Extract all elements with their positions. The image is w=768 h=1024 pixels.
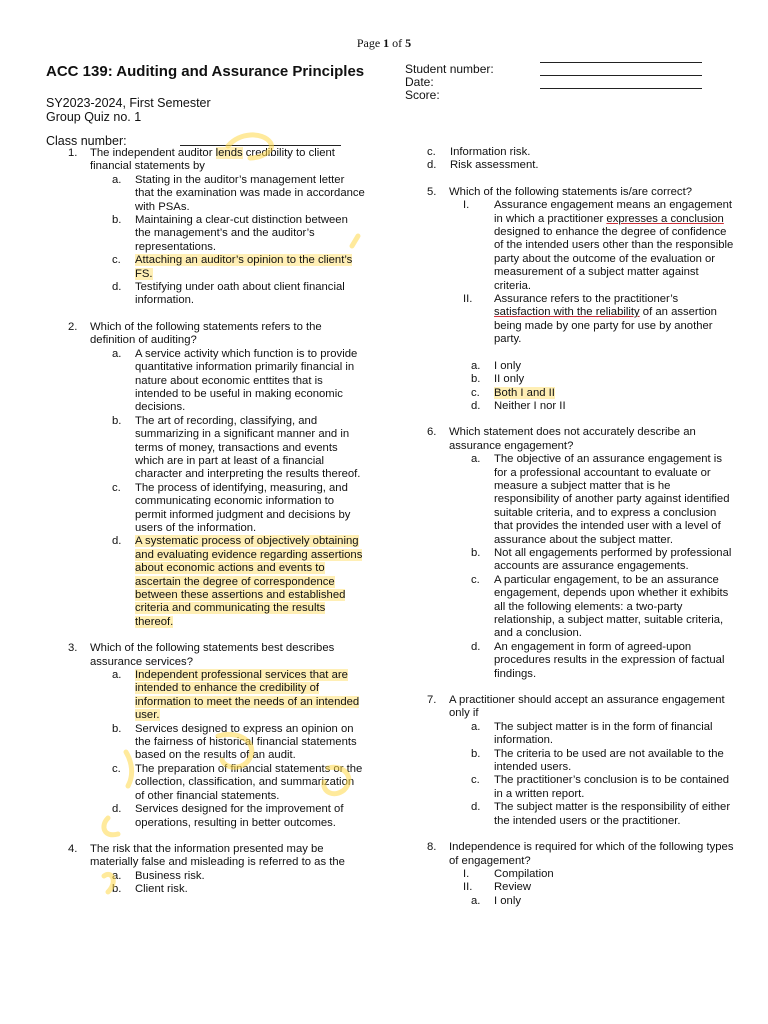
option-c: c. Both I and II	[471, 386, 555, 399]
question-4: 4. The risk that the information presented may be materially false and misleading is referred to as the a. Business risk. b. Client risk.	[46, 843, 366, 897]
option-b: b. Client risk.	[112, 883, 188, 896]
question-7: 7. A practitioner should accept an assurance engagement only if a. The subject matter is in the form of financial information. b. The criteria to be used are not available to the intended users. c. The practitioner’s conclusion is to be contained in a written report. d. The subject matter is the responsibility of either the intended users or the practitioner.	[405, 694, 735, 828]
option-c: c. Attaching an auditor’s opinion to the client’s FS.	[112, 254, 353, 280]
page-number: Page 1 of 5	[356, 36, 412, 50]
option-a: a. The objective of an assurance engagement is for a professional accountant to evaluate or measure a subject matter that is he responsibility of another party against identified suitable criteria, and to express a conclusion that provides the intended user with a level of assurance about the subject matter.	[471, 453, 730, 546]
option-d: d. Risk assessment.	[427, 159, 539, 172]
option-c: c. A particular engagement, to be an assurance engagement, depends upon whether it exhibits all the following elements: a two-party relationship, a subject matter, suitable criteria, and a conclusion.	[471, 573, 729, 640]
option-c: c. The process of identifying, measuring, and communicating economic information to permit informed judgment and decisions by users of the information.	[112, 481, 351, 534]
option-a: a. I only	[471, 894, 522, 907]
option-a: a. Stating in the auditor’s management letter that the examination was made in accordance with PSAs.	[112, 173, 365, 213]
date-label: Date:	[405, 75, 434, 89]
option-a: a. Independent professional services that are intended to enhance the credibility of information to meet the needs of an intended user.	[112, 669, 360, 722]
statement-ii: II. Review	[463, 881, 532, 894]
term: SY2023-2024, First Semester	[46, 96, 211, 110]
question-text: Which of the following statements best describes assurance services?	[90, 642, 335, 668]
student-number-label: Student number:	[405, 62, 494, 76]
question-8: 8. Independence is required for which of the following types of engagement? I. Compilation II. Review a. I only	[427, 841, 734, 907]
left-column	[46, 134, 366, 910]
right-column	[405, 146, 735, 921]
question-6: 6. Which statement does not accurately describe an assurance engagement? a. The objective of an assurance engagement is for a professional accountant to evaluate or measure a subject matter that is he responsibility of another party against identified suitable criteria, and to express a conclusion that provides the intended user with a level of assurance about the subject matter. b. Not all engagements performed by professional accounts are assurance engagements. c. A particular engagement, to be an assurance engagement, depends upon whether it exhibits all the following elements: a two-party relationship, a subject matter, suitable criteria, and a conclusion. d. An engagement in form of agreed-upon procedures results in the expression of factual findings.	[405, 426, 735, 681]
score-field[interactable]	[540, 88, 702, 89]
option-d: d. A systematic process of objectively obtaining and evaluating evidence regarding assertions about economic actions and events to ascertain the degree of correspondence between these assertions and established criteria and communicating the results thereof.	[112, 535, 363, 628]
option-c: c. The practitioner’s conclusion is to be contained in a written report.	[471, 774, 730, 800]
question-text: Independence is required for which of the following types of engagement?	[449, 841, 734, 867]
option-a: a. The subject matter is in the form of financial information.	[471, 720, 713, 747]
question-text: Which of the following statements refers to the definition of auditing?	[90, 320, 322, 347]
option-d: d. Neither I nor II	[471, 399, 566, 412]
option-b: b. The criteria to be used are not available to the intended users.	[471, 747, 724, 774]
statement-ii: II. Assurance refers to the practitioner’s satisfaction with the reliability of an assertion being made by one party for use by another party.	[463, 293, 717, 346]
option-a: a. I only	[471, 359, 522, 372]
question-5: 5. Which of the following statements is/are correct? I. Assurance engagement means an engagement in which a practitioner expresses a conclusion designed to enhance the degree of confidence of the intended users other than the responsible party about the outcome of the evaluation or measurement of a subject matter against criteria. II. Assurance refers to the practitioner’s satisfaction with the reliability of an assertion being made by one party for use by another party. a. I only b. II only c. Both I and II d. Neither I nor II	[427, 185, 734, 412]
option-c: c. Information risk.	[427, 146, 531, 158]
class-number-label: Class number:	[46, 134, 127, 148]
option-a: a. A service activity which function is to provide quantitative information primarily financial in nature about economic enttites that is intended to be useful in making economic decisions.	[112, 347, 358, 414]
question-3: 3. Which of the following statements best describes assurance services? a. Independent professional services that are intended to enhance the credibility of information to meet the needs of an intended user. b. Services designed to express an opinion on the fairness of historical financial statements based on the results of an audit. c. The preparation of financial statements or the collection, classification, and summarization of other financial statements. d. Services designed for the improvement of operations, resulting in better outcomes.	[46, 642, 366, 830]
option-c: c. The preparation of financial statements or the collection, classification, and summarization of other financial statements.	[112, 762, 363, 802]
option-b: b. Maintaining a clear-cut distinction between the management’s and the auditor’s representations.	[112, 214, 348, 253]
course-title: ACC 139: Auditing and Assurance Principles	[46, 63, 365, 80]
question-4-continued	[405, 146, 735, 173]
option-d: d. The subject matter is the responsibility of either the intended users or the practitioner.	[471, 801, 731, 827]
statement-i: I. Assurance engagement means an engagement in which a practitioner expresses a conclusion designed to enhance the degree of confidence of the intended users other than the responsible party about the outcome of the evaluation or measurement of a subject matter against criteria.	[463, 199, 734, 292]
question-text: The risk that the information presented may be materially false and misleading is referred to as the	[90, 842, 345, 869]
option-d: d. Testifying under oath about client financial information.	[112, 281, 345, 307]
question-2: 2. Which of the following statements refers to the definition of auditing? a. A service activity which function is to provide quantitative information primarily financial in nature about economic enttites that is intended to be useful in making economic decisions. b. The art of recording, classifying, and summarizing in a significant manner and in terms of money, transactions and events which are in part at least of a financial character and interpreting the results thereof. c. The process of identifying, measuring, and communicating economic information to permit informed judgment and decisions by users of the information. d. A systematic process of objectively obtaining and evaluating evidence regarding assertions about economic actions and events to ascertain the degree of correspondence between these assertions and established criteria and communicating the results thereof.	[46, 321, 366, 629]
score-label: Score:	[405, 88, 440, 102]
question-1: 1. The independent auditor lends credibility to client financial statements by a. Stating in the auditor’s management letter that the examination was made in accordance with PSAs. b. Maintaining a clear-cut distinction between the management’s and the auditor’s representations. c. Attaching an auditor’s opinion to the client’s FS. d. Testifying under oath about client financial information.	[68, 147, 365, 307]
question-text: The independent auditor lends credibility to client financial statements by	[90, 147, 335, 173]
student-number-field[interactable]	[540, 62, 702, 63]
option-b: b. Services designed to express an opinion on the fairness of historical financial statements based on the results of an audit.	[112, 722, 357, 762]
option-d: d. Services designed for the improvement of operations, resulting in better outcomes.	[112, 803, 344, 829]
question-text: Which statement does not accurately describe an assurance engagement?	[449, 426, 696, 452]
option-b: b. Not all engagements performed by professional accounts are assurance engagements.	[471, 546, 732, 573]
option-b: b. The art of recording, classifying, and summarizing in a significant manner and in terms of money, transactions and events which are in part at least of a financial character and interpreting the results thereof.	[112, 414, 361, 481]
question-text: Which of the following statements is/are correct?	[449, 185, 692, 198]
statement-i: I. Compilation	[463, 867, 554, 880]
option-b: b. II only	[471, 373, 525, 386]
date-field[interactable]	[540, 75, 702, 76]
option-a: a. Business risk.	[112, 869, 205, 882]
option-d: d. An engagement in form of agreed-upon procedures results in the expression of factual findings.	[471, 640, 725, 680]
quiz-name: Group Quiz no. 1	[46, 110, 142, 124]
question-text: A practitioner should accept an assurance engagement only if	[449, 694, 725, 720]
